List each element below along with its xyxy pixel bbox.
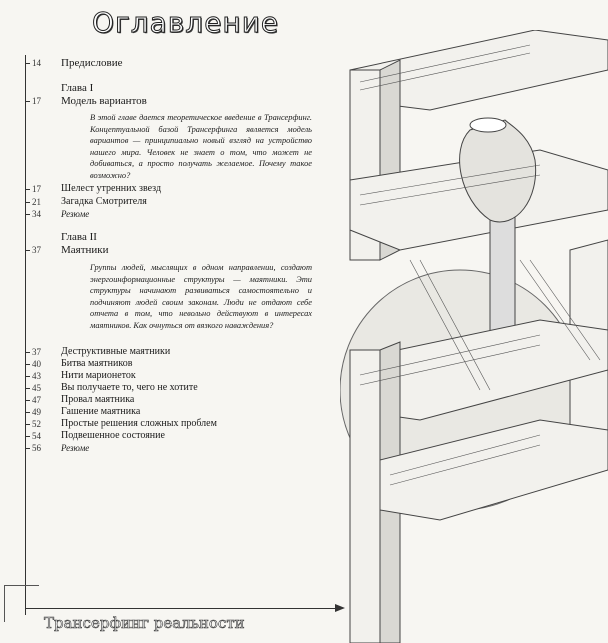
tick [25,189,30,190]
staircase-illustration [340,30,608,643]
chapter-description: В этой главе дается теоретическое введение в Трансерфинг. Концептуальной базой Трансерфинга является модель вариантов — принципиально новый взгляд на устройство нашего мира. Человек не знает о том, что может не добиваться, а просто получать желаемое. Почему такое возможно? [90,113,312,180]
page-number: 54 [32,431,41,441]
toc-entry[interactable]: Деструктивные маятники [61,346,171,357]
tick [25,400,30,401]
toc-entry[interactable]: Нити марионеток [61,370,136,381]
chapter-label: Глава I [61,82,94,94]
tick [25,63,30,64]
tick [25,250,30,251]
tick [25,436,30,437]
chapter-label: Глава II [61,231,97,243]
page-number: 43 [32,371,41,381]
toc-entry-chapter-title[interactable]: Маятники [61,244,109,256]
toc-entry[interactable]: Подвешенное состояние [61,430,165,441]
toc-entry-preface[interactable]: Предисловие [61,57,123,69]
toc-entry[interactable]: Битва маятников [61,358,133,369]
page-number: 56 [32,443,41,453]
tick [25,101,30,102]
tick [25,412,30,413]
toc-entry[interactable]: Гашение маятника [61,406,141,417]
margin-vertical-rule [25,55,26,615]
page-number: 49 [32,407,41,417]
page-number: 37 [32,245,41,255]
tick [25,448,30,449]
bottom-rule [25,608,340,609]
toc-entry-chapter-title[interactable]: Модель вариантов [61,95,147,107]
tick [25,388,30,389]
tick [25,352,30,353]
toc-entry[interactable]: Шелест утренних звезд [61,183,162,194]
chapter-description: Группы людей, мыслящих в одном направлении, создают энергоинформационные структуры — маятники. Эти структуры начинают развиваться самостоятельно и подчиняют людей своим законам. Люди не отдают себе отчета в том, что невольно действуют в интересах маятников. Как очнуться от вязкого наваждения? [90,263,312,330]
page-number: 52 [32,419,41,429]
tick [25,424,30,425]
toc-entry[interactable]: Простые решения сложных проблем [61,418,217,429]
page-number: 37 [32,347,41,357]
page-number: 40 [32,359,41,369]
toc-entry[interactable]: Вы получаете то, чего не хотите [61,382,198,393]
corner-frame [4,585,39,622]
toc-entry-resume[interactable]: Резюме [61,443,90,453]
page-number: 47 [32,395,41,405]
tick [25,214,30,215]
page-number: 34 [32,209,41,219]
page-number: 17 [32,96,41,106]
page-title: Оглавление [92,6,280,39]
page-number: 17 [32,184,41,194]
toc-entry-resume[interactable]: Резюме [61,209,90,219]
tick [25,364,30,365]
book-footer-title: Трансерфинг реальности [44,614,245,632]
tick [25,376,30,377]
page-number: 45 [32,383,41,393]
toc-entry[interactable]: Загадка Смотрителя [61,196,147,207]
page-number: 21 [32,197,41,207]
page-number: 14 [32,58,41,68]
tick [25,202,30,203]
toc-entry[interactable]: Провал маятника [61,394,135,405]
